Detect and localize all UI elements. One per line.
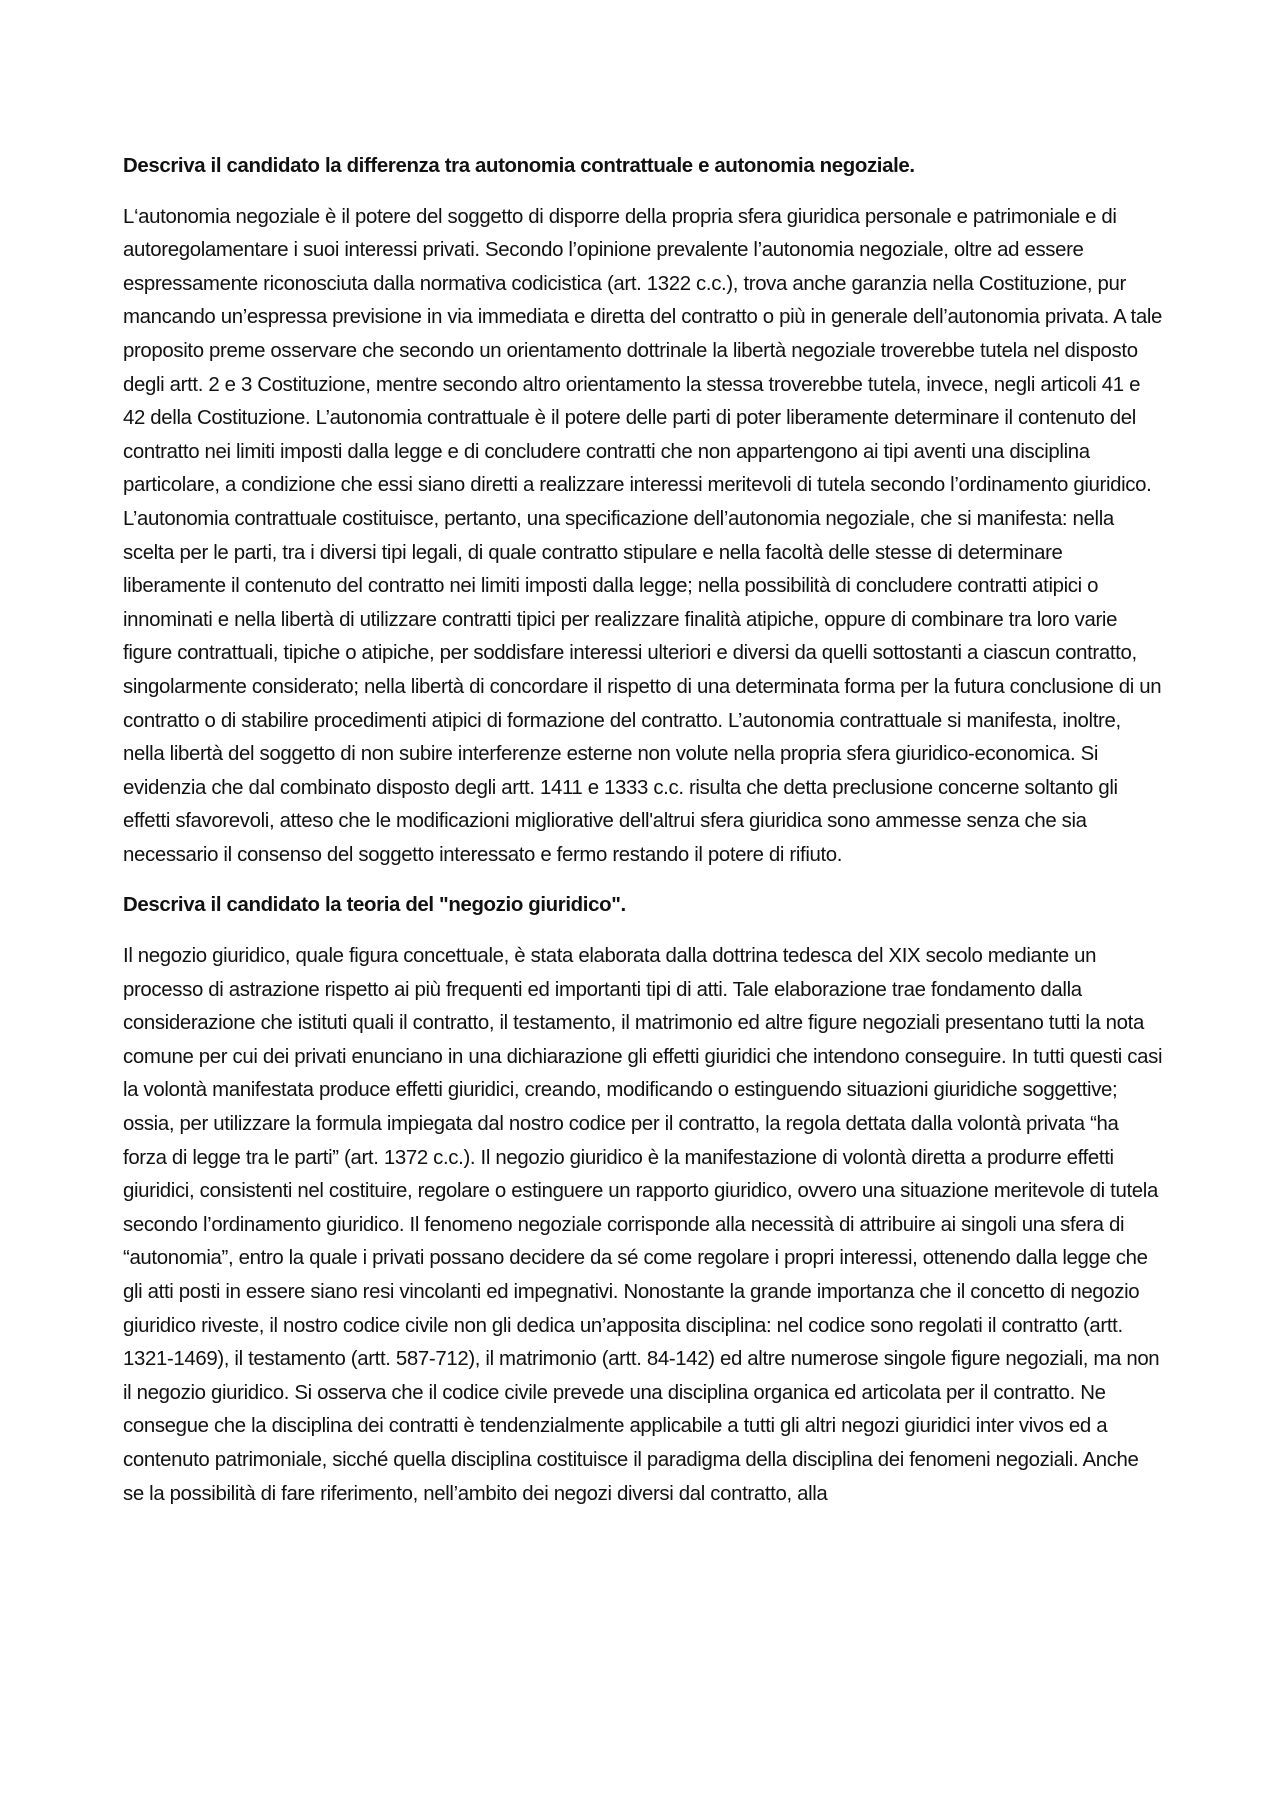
section-body-autonomia: L‘autonomia negoziale è il potere del soggetto di disporre della propria sfera giuridica personale e patrimoniale e di autoregolamentare i suoi interessi privati. Secondo l’opinione prevalente l’autonomia negoziale, oltre ad essere espressamente riconosciuta dalla normativa codicistica (art. 1322 c.c.), trova anche garanzia nella Costituzione, pur mancando un’espressa previsione in via immediata e diretta del contratto o più in generale dell’autonomia privata. A tale proposito preme osservare che secondo un orientamento dottrinale la libertà negoziale troverebbe tutela nel disposto degli artt. 2 e 3 Costituzione, mentre secondo altro orientamento la stessa troverebbe tutela, invece, negli articoli 41 e 42 della Costituzione. L’autonomia contrattuale è il potere delle parti di poter liberamente determinare il contenuto del contratto nei limiti imposti dalla legge e di concludere contratti che non appartengono ai tipi aventi una disciplina particolare, a condizione che essi siano diretti a realizzare interessi meritevoli di tutela secondo l’ordinamento giuridico. L’autonomia contrattuale costituisce, pertanto, una specificazione dell’autonomia negoziale, che si manifesta: nella scelta per le parti, tra i diversi tipi legali, di quale contratto stipulare e nella facoltà delle stesse di determinare liberamente il contenuto del contratto nei limiti imposti dalla legge; nella possibilità di concludere contratti atipici o innominati e nella libertà di utilizzare contratti tipici per realizzare finalità atipiche, oppure di combinare tra loro varie figure contrattuali, tipiche o atipiche, per soddisfare interessi ulteriori e diversi da quelli sottostanti a ciascun contratto, singolarmente considerato; nella libertà di concordare il rispetto di una determinata forma per la futura conclusione di un contratto o di stabilire procedimenti atipici di formazione del contratto. L’autonomia contrattuale si manifesta, inoltre, nella libertà del soggetto di non subire interferenze esterne non volute nella propria sfera giuridico-economica. Si evidenzia che dal combinato disposto degli artt. 1411 e 1333 c.c. risulta che detta preclusione concerne soltanto gli effetti sfavorevoli, atteso che le modificazioni migliorative dell'altrui sfera giuridica sono ammesse senza che sia necessario il consenso del soggetto interessato e fermo restando il potere di rifiuto.	[123, 205, 1163, 866]
document-content	[123, 150, 1163, 1511]
section-heading-autonomia: Descriva il candidato la differenza tra autonomia contrattuale e autonomia negoziale.	[123, 155, 915, 177]
section-heading-negozio-giuridico: Descriva il candidato la teoria del "negozio giuridico".	[123, 894, 626, 917]
section-body-negozio-giuridico: Il negozio giuridico, quale figura concettuale, è stata elaborata dalla dottrina tedesca del XIX secolo mediante un processo di astrazione rispetto ai più frequenti ed importanti tipi di atti. Tale elaborazione trae fondamento dalla considerazione che istituti quali il contratto, il testamento, il matrimonio ed altre figure negoziali presentano tutti la nota comune per cui dei privati enunciano in una dichiarazione gli effetti giuridici che intendono conseguire. In tutti questi casi la volontà manifestata produce effetti giuridici, creando, modificando o estinguendo situazioni giuridiche soggettive; ossia, per utilizzare la formula impiegata dal nostro codice per il contratto, la regola dettata dalla volontà privata “ha forza di legge tra le parti” (art. 1372 c.c.). Il negozio giuridico è la manifestazione di volontà diretta a produrre effetti giuridici, consistenti nel costituire, regolare o estinguere un rapporto giuridico, ovvero una situazione meritevole di tutela secondo l’ordinamento giuridico. Il fenomeno negoziale corrisponde alla necessità di attribuire ai singoli una sfera di “autonomia”, entro la quale i privati possano decidere da sé come regolare i propri interessi, ottenendo dalla legge che gli atti posti in essere siano resi vincolanti ed impegnativi. Nonostante la grande importanza che il concetto di negozio giuridico riveste, il nostro codice civile non gli dedica un’apposita disciplina: nel codice sono regolati il contratto (artt. 1321-1469), il testamento (artt. 587-712), il matrimonio (artt. 84-142) ed altre numerose singole figure negoziali, ma non il negozio giuridico. Si osserva che il codice civile prevede una disciplina organica ed articolata per il contratto. Ne consegue che la disciplina dei contratti è tendenzialmente applicabile a tutti gli altri negozi giuridici inter vivos ed a contenuto patrimoniale, sicché quella disciplina costituisce il paradigma della disciplina dei fenomeni negoziali. Anche se la possibilità di fare riferimento, nell’ambito dei negozi diversi dal contratto, alla	[123, 945, 1163, 1505]
